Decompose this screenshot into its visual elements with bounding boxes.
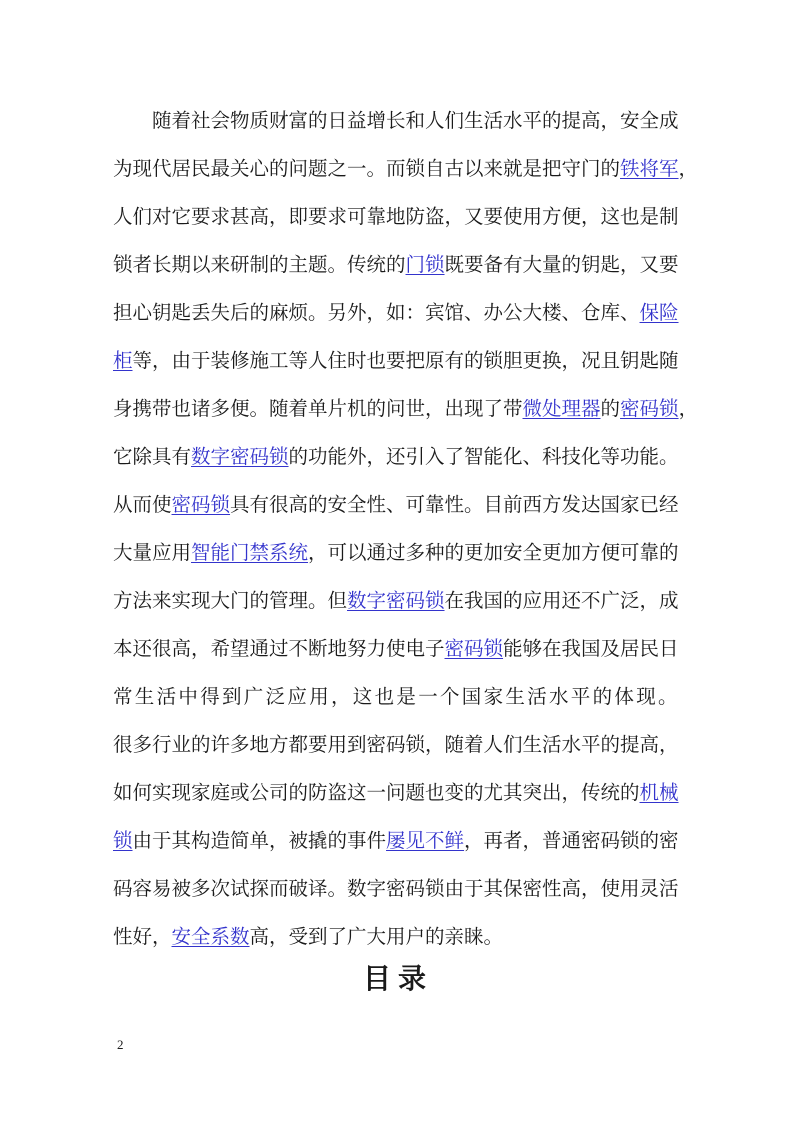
paragraph-line — [113, 674, 683, 722]
paragraph-line — [113, 242, 683, 290]
hyperlink[interactable]: 门锁 — [405, 255, 445, 276]
text-run: 随着社会物质财富的日益增长和人们生活水平的提高，安全成 — [152, 111, 679, 132]
text-run: 方法来实现大门的管理。但 — [113, 591, 348, 612]
text-run: ， — [678, 159, 699, 180]
text-run: 锁者长期以来研制的主题。传统的 — [113, 255, 406, 276]
hyperlink[interactable]: 密码锁 — [171, 495, 231, 516]
text-run: 能够在我国及居民日 — [503, 639, 679, 660]
hyperlink[interactable]: 屡见不鲜 — [386, 831, 465, 852]
text-run: 如何实现家庭或公司的防盗这一问题也变的尤其突出，传统的 — [113, 783, 640, 804]
hyperlink[interactable]: 保险 — [639, 303, 679, 324]
text-run: 很多行业的许多地方都要用到密码锁，随着人们生活水平的提高， — [113, 735, 679, 756]
text-run: 身携带也诸多便。随着单片机的问世，出现了带 — [113, 399, 523, 420]
paragraph-line — [113, 914, 683, 962]
paragraph-line — [113, 434, 683, 482]
text-run: ，可以通过多种的更加安全更加方便可靠的 — [308, 543, 679, 564]
text-run: 等，由于装修施工等人住时也要把原有的锁胆更换，况且钥匙随 — [132, 351, 679, 372]
text-run: 它除具有 — [113, 447, 192, 468]
text-run: 在我国的应用还不广泛，成 — [444, 591, 679, 612]
text-run: 常生活中得到广泛应用，这也是一个国家生活水平的体现。 — [113, 687, 680, 708]
hyperlink[interactable]: 密码锁 — [620, 399, 679, 420]
paragraph-line — [113, 770, 683, 818]
paragraph-line — [113, 146, 699, 194]
hyperlink[interactable]: 数字密码锁 — [347, 591, 445, 612]
hyperlink[interactable]: 锁 — [113, 831, 133, 852]
text-run: ， — [678, 399, 699, 420]
paragraph-line — [113, 530, 683, 578]
paragraph-line — [113, 866, 683, 914]
text-run: 为现代居民最关心的问题之一。而锁自古以来就是把守门的 — [113, 159, 621, 180]
hyperlink[interactable]: 柜 — [113, 351, 133, 372]
paragraph-line — [113, 290, 683, 338]
text-run: 既要备有大量的钥匙，又要 — [444, 255, 679, 276]
toc-heading: 目录 — [362, 963, 433, 994]
paragraph-line — [113, 194, 683, 242]
hyperlink[interactable]: 安全系数 — [171, 927, 250, 948]
paragraph-line — [113, 626, 683, 674]
text-run: 高，受到了广大用户的亲睐。 — [249, 927, 504, 948]
text-run: ，再者，普通密码锁的密 — [464, 831, 679, 852]
hyperlink[interactable]: 机械 — [639, 783, 679, 804]
text-run: 的功能外，还引入了智能化、科技化等功能。 — [288, 447, 679, 468]
hyperlink[interactable]: 铁将军 — [620, 159, 679, 180]
text-run: 担心钥匙丢失后的麻烦。另外，如：宾馆、办公大楼、仓库、 — [113, 303, 640, 324]
text-run: 码容易被多次试探而破译。数字密码锁由于其保密性高，使用灵活 — [113, 879, 679, 900]
page-number: 2 — [117, 1037, 124, 1052]
paragraph-line — [113, 386, 699, 434]
hyperlink[interactable]: 微处理器 — [522, 399, 601, 420]
body-paragraph — [113, 98, 699, 962]
text-run: 大量应用 — [113, 543, 192, 564]
text-run: 人们对它要求甚高，即要求可靠地防盗，又要使用方便，这也是制 — [113, 207, 679, 228]
paragraph-line — [113, 98, 683, 146]
text-run: 本还很高，希望通过不断地努力使电子 — [113, 639, 445, 660]
text-run: 具有很高的安全性、可靠性。目前西方发达国家已经 — [230, 495, 679, 516]
text-run: 的 — [600, 399, 621, 420]
text-run: 性好， — [113, 927, 172, 948]
paragraph-line — [113, 818, 683, 866]
paragraph-line — [113, 338, 683, 386]
paragraph-line — [113, 722, 683, 770]
hyperlink[interactable]: 智能门禁系统 — [191, 543, 309, 564]
hyperlink[interactable]: 密码锁 — [444, 639, 504, 660]
text-run: 由于其构造简单，被撬的事件 — [132, 831, 387, 852]
paragraph-line — [113, 482, 683, 530]
text-run: 从而使 — [113, 495, 172, 516]
paragraph-line — [113, 578, 683, 626]
hyperlink[interactable]: 数字密码锁 — [191, 447, 289, 468]
